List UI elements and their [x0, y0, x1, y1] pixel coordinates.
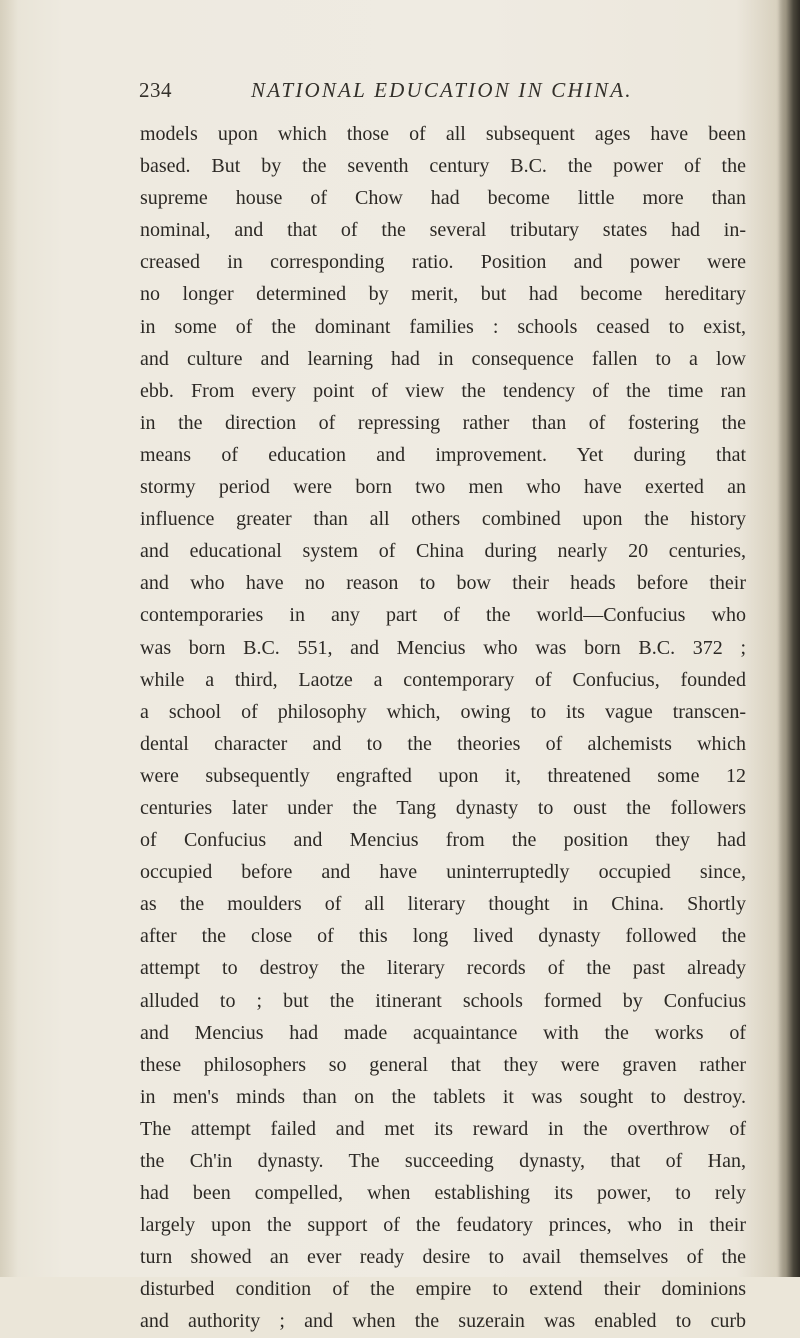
text-line: had been compelled, when establishing its power, to rely: [140, 1182, 746, 1205]
text-line: largely upon the support of the feudatory princes, who in their: [140, 1214, 746, 1237]
text-line: the Ch'in dynasty. The succeeding dynasty, that of Han,: [140, 1150, 746, 1172]
text-line: means of education and improvement. Yet during that: [140, 443, 746, 466]
text-line: turn showed an ever ready desire to avail themselves of the: [140, 1246, 746, 1269]
text-line: and who have no reason to bow their heads before their: [140, 572, 746, 595]
page-number: 234: [139, 78, 172, 102]
text-line: influence greater than all others combined upon the history: [140, 508, 746, 531]
text-line: in some of the dominant families : schools ceased to exist,: [140, 315, 746, 338]
text-line: nominal, and that of the several tributary states had in-: [140, 219, 746, 242]
text-line: occupied before and have uninterruptedly occupied since,: [140, 861, 746, 884]
text-line: stormy period were born two men who have exerted an: [140, 476, 746, 499]
text-line: alluded to ; but the itinerant schools formed by Confucius: [140, 989, 746, 1012]
text-line: creased in corresponding ratio. Position and power were: [140, 251, 746, 274]
text-line: centuries later under the Tang dynasty to oust the followers: [140, 796, 746, 819]
text-line: in the direction of repressing rather than of fostering the: [140, 411, 746, 434]
text-line: of Confucius and Mencius from the position they had: [140, 829, 746, 852]
text-line: as the moulders of all literary thought in China. Shortly: [140, 893, 746, 916]
book-binding-edge: [778, 0, 800, 1277]
text-line: was born B.C. 551, and Mencius who was born B.C. 372 ;: [140, 636, 746, 659]
text-line: while a third, Laotze a contemporary of Confucius, founded: [140, 668, 746, 691]
text-line: ebb. From every point of view the tendency of the time ran: [140, 379, 746, 402]
text-line: supreme house of Chow had become little more than: [140, 187, 746, 210]
text-line: based. But by the seventh century B.C. the power of the: [140, 155, 746, 178]
text-line: after the close of this long lived dynasty followed the: [140, 925, 746, 948]
text-line: no longer determined by merit, but had become hereditary: [140, 283, 746, 306]
body-text: [140, 118, 746, 1338]
text-line: disturbed condition of the empire to extend their dominions: [140, 1278, 746, 1301]
running-title: NATIONAL EDUCATION IN CHINA.: [251, 78, 633, 102]
text-line: and authority ; and when the suzerain was enabled to curb: [140, 1310, 746, 1333]
text-line: attempt to destroy the literary records of the past already: [140, 957, 746, 980]
text-line: models upon which those of all subsequent ages have been: [140, 123, 746, 145]
text-line: these philosophers so general that they were graven rather: [140, 1053, 746, 1076]
text-line: were subsequently engrafted upon it, threatened some 12: [140, 764, 746, 787]
text-line: a school of philosophy which, owing to its vague transcen-: [140, 700, 746, 723]
running-head: [139, 78, 779, 106]
text-line: contemporaries in any part of the world—Confucius who: [140, 604, 746, 627]
page-margin-shadow: [0, 0, 18, 1277]
text-line: and Mencius had made acquaintance with the works of: [140, 1021, 746, 1044]
text-line: in men's minds than on the tablets it was sought to destroy.: [140, 1085, 746, 1108]
text-line: and educational system of China during nearly 20 centuries,: [140, 540, 746, 563]
text-line: and culture and learning had in consequence fallen to a low: [140, 347, 746, 370]
text-line: dental character and to the theories of alchemists which: [140, 732, 746, 755]
text-line: The attempt failed and met its reward in the overthrow of: [140, 1117, 746, 1140]
